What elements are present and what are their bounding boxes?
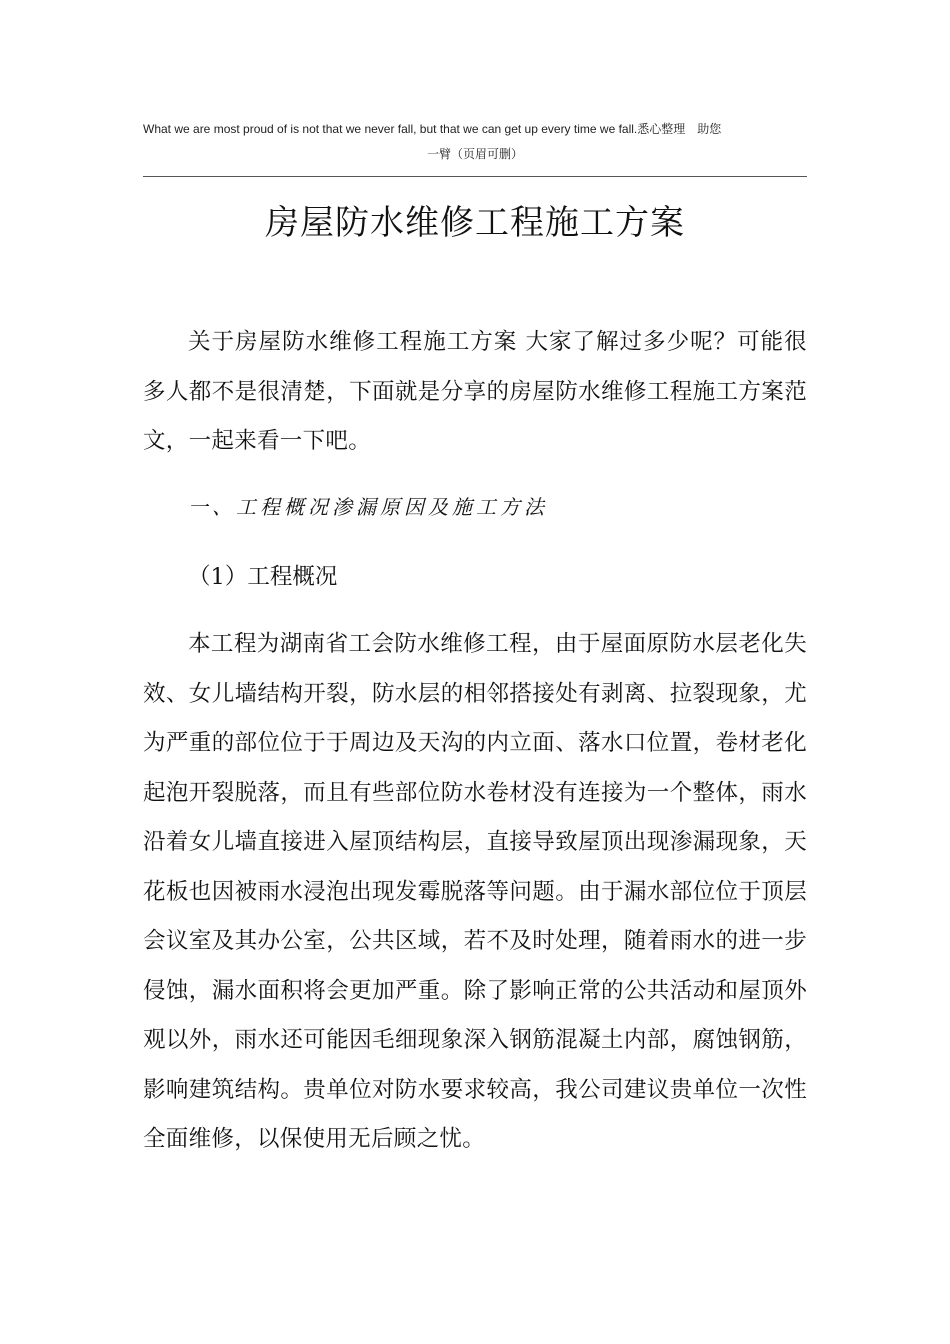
document-title: 房屋防水维修工程施工方案 xyxy=(265,203,685,243)
header-divider xyxy=(143,176,807,177)
intro-paragraph: 关于房屋防水维修工程施工方案 大家了解过多少呢？可能很多人都不是很清楚，下面就是分享的房屋防水维修工程施工方案范文，一起来看一下吧。 xyxy=(143,329,807,454)
header-note: 一臂（页眉可删） xyxy=(426,147,523,161)
header-quote: What we are most proud of is not that we never fall, but that we can get up every time we fall.悉心整理 助您 xyxy=(143,122,722,136)
sub-heading: （1）工程概况 xyxy=(188,564,338,590)
section-heading: 一、工程概况渗漏原因及施工方法 xyxy=(188,495,548,519)
body-paragraph: 本工程为湖南省工会防水维修工程，由于屋面原防水层老化失效、女儿墙结构开裂，防水层的相邻搭接处有剥离、拉裂现象，尤为严重的部位位于于周边及天沟的内立面、落水口位置，卷材老化起泡开裂脱落，而且有些部位防水卷材没有连接为一个整体，雨水沿着女儿墙直接进入屋顶结构层，直接导致屋顶出现渗漏现象，天花板也因被雨水浸泡出现发霉脱落等问题。由于漏水部位位于顶层会议室及其办公室，公共区域，若不及时处理，随着雨水的进一步侵蚀，漏水面积将会更加严重。除了影响正常的公共活动和屋顶外观以外，雨水还可能因毛细现象深入钢筋混凝土内部，腐蚀钢筋，影响建筑结构。贵单位对防水要求较高，我公司建议贵单位一次性全面维修，以保使用无后顾之忧。 xyxy=(143,631,807,1152)
